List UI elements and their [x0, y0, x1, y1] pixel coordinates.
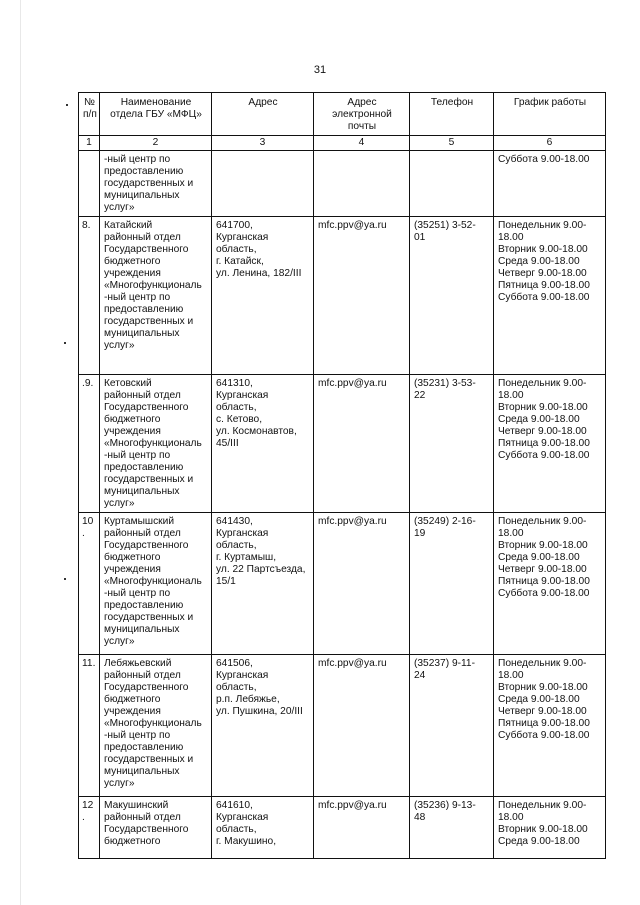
department-name-line: муниципальных: [104, 328, 180, 339]
department-name-line: бюджетного: [104, 414, 161, 425]
department-name-line: государственных и: [104, 754, 194, 765]
department-name-line: -ный центр по: [104, 588, 171, 599]
schedule-line: Четверг 9.00-18.00: [498, 706, 587, 717]
column-number: 1: [79, 136, 100, 151]
department-name-line: районный отдел: [104, 812, 181, 823]
department-name-line: государственных и: [104, 316, 194, 327]
department-name-line: Катайский: [104, 220, 153, 231]
address-line: 641430,: [216, 516, 253, 527]
department-name-line: учреждения: [104, 564, 161, 575]
header-line: Телефон: [430, 97, 474, 108]
department-name-line: предоставлению: [104, 600, 184, 611]
department-name-line: Государственного: [104, 244, 189, 255]
schedule-line: Суббота 9.00-18.00: [498, 588, 590, 599]
department-address: [212, 151, 314, 217]
phone-line: 48: [414, 812, 426, 823]
address-line: р.п. Лебяжье,: [216, 694, 280, 705]
table-row: [79, 375, 606, 513]
department-name-line: Куртамышский: [104, 516, 175, 527]
address-line: 15/1: [216, 576, 236, 587]
header-line: График работы: [513, 97, 587, 108]
department-phone: [410, 797, 494, 859]
address-line: 641610,: [216, 800, 253, 811]
department-name-line: предоставлению: [104, 166, 184, 177]
department-name-line: муниципальных: [104, 190, 180, 201]
table-row: [79, 655, 606, 797]
department-name: [100, 217, 212, 375]
schedule-line: Понедельник 9.00-: [498, 658, 587, 669]
department-email: mfc.ppv@ya.ru: [314, 217, 410, 375]
department-address: [212, 655, 314, 797]
table-row: [79, 151, 606, 217]
address-line: ул. 22 Партсъезда,: [216, 564, 306, 575]
header-line: №: [84, 97, 95, 108]
header-schedule: [494, 93, 606, 136]
schedule-line: Пятница 9.00-18.00: [498, 280, 590, 291]
table-row: [79, 513, 606, 655]
department-email: mfc.ppv@ya.ru: [314, 655, 410, 797]
schedule-line: 18.00: [498, 390, 524, 401]
department-name-line: учреждения: [104, 426, 161, 437]
department-schedule: [494, 217, 606, 375]
department-name-line: Государственного: [104, 682, 189, 693]
address-line: ул. Космонавтов,: [216, 426, 297, 437]
department-name-line: бюджетного: [104, 694, 161, 705]
schedule-line: Суббота 9.00-18.00: [498, 730, 590, 741]
schedule-line: Пятница 9.00-18.00: [498, 438, 590, 449]
schedule-line: Понедельник 9.00-: [498, 378, 587, 389]
department-name-line: Макушинский: [104, 800, 169, 811]
schedule-line: Вторник 9.00-18.00: [498, 824, 588, 835]
department-schedule: [494, 513, 606, 655]
department-name-line: услуг»: [104, 202, 135, 213]
column-number: 5: [410, 136, 494, 151]
header-num: [79, 93, 100, 136]
schedule-line: Вторник 9.00-18.00: [498, 402, 588, 413]
schedule-line: Суббота 9.00-18.00: [498, 154, 590, 165]
department-name: [100, 797, 212, 859]
department-name-line: бюджетного: [104, 552, 161, 563]
header-line: электронной: [332, 109, 392, 120]
department-name-line: услуг»: [104, 778, 135, 789]
schedule-line: Среда 9.00-18.00: [498, 414, 580, 425]
department-name: [100, 655, 212, 797]
schedule-line: Понедельник 9.00-: [498, 800, 587, 811]
address-line: г. Макушино,: [216, 836, 277, 847]
department-address: [212, 217, 314, 375]
address-line: 641310,: [216, 378, 253, 389]
department-email: mfc.ppv@ya.ru: [314, 513, 410, 655]
address-line: Курганская: [216, 812, 269, 823]
row-number: 12.: [79, 797, 100, 859]
schedule-line: Вторник 9.00-18.00: [498, 682, 588, 693]
department-phone: [410, 217, 494, 375]
schedule-line: 18.00: [498, 670, 524, 681]
row-number: 10.: [79, 513, 100, 655]
address-line: область,: [216, 682, 257, 693]
phone-line: (35236) 9-13-: [414, 800, 476, 811]
address-line: область,: [216, 244, 257, 255]
scan-speck: [66, 104, 68, 106]
header-line: Адрес: [347, 97, 377, 108]
phone-line: 22: [414, 390, 426, 401]
schedule-line: Четверг 9.00-18.00: [498, 268, 587, 279]
department-name-line: государственных и: [104, 178, 194, 189]
department-name-line: «Многофункциональ: [104, 576, 202, 587]
department-address: [212, 797, 314, 859]
phone-line: 24: [414, 670, 426, 681]
department-name-line: государственных и: [104, 474, 194, 485]
department-name-line: Лебяжьевский: [104, 658, 172, 669]
phone-line: (35231) 3-53-: [414, 378, 476, 389]
phone-line: (35249) 2-16-: [414, 516, 476, 527]
row-number: 11.: [79, 655, 100, 797]
address-line: область,: [216, 824, 257, 835]
schedule-line: Суббота 9.00-18.00: [498, 292, 590, 303]
header-email: [314, 93, 410, 136]
department-name-line: муниципальных: [104, 624, 180, 635]
department-name-line: услуг»: [104, 498, 135, 509]
header-line: отдела ГБУ «МФЦ»: [110, 109, 202, 120]
department-schedule: [494, 655, 606, 797]
header-name: [100, 93, 212, 136]
department-name-line: бюджетного: [104, 256, 161, 267]
department-schedule: [494, 151, 606, 217]
department-name-line: «Многофункциональ: [104, 280, 202, 291]
department-name: [100, 513, 212, 655]
department-schedule: [494, 375, 606, 513]
department-name-line: услуг»: [104, 340, 135, 351]
department-schedule: [494, 797, 606, 859]
table-row: [79, 797, 606, 859]
department-name-line: учреждения: [104, 268, 161, 279]
department-name-line: -ный центр по: [104, 292, 171, 303]
header-line: Наименование: [120, 97, 192, 108]
page-number: 31: [313, 64, 327, 76]
address-line: г. Катайск,: [216, 256, 264, 267]
department-name-line: районный отдел: [104, 670, 181, 681]
department-name-line: Государственного: [104, 824, 189, 835]
department-name-line: государственных и: [104, 612, 194, 623]
header-line: п/п: [83, 109, 97, 120]
schedule-line: Пятница 9.00-18.00: [498, 576, 590, 587]
schedule-line: Пятница 9.00-18.00: [498, 718, 590, 729]
schedule-line: Среда 9.00-18.00: [498, 836, 580, 847]
address-line: ул. Ленина, 182/III: [216, 268, 302, 279]
schedule-line: Среда 9.00-18.00: [498, 552, 580, 563]
address-line: ул. Пушкина, 20/III: [216, 706, 303, 717]
schedule-line: Понедельник 9.00-: [498, 516, 587, 527]
address-line: Курганская: [216, 390, 269, 401]
department-name: [100, 151, 212, 217]
row-number: [79, 151, 100, 217]
department-name-line: Кетовский: [104, 378, 152, 389]
department-name-line: районный отдел: [104, 390, 181, 401]
scan-speck: [64, 578, 66, 580]
scan-margin-line: [20, 0, 21, 905]
department-name-line: предоставлению: [104, 742, 184, 753]
schedule-line: Понедельник 9.00-: [498, 220, 587, 231]
table-header-row: [79, 93, 606, 136]
department-phone: [410, 151, 494, 217]
department-name-line: учреждения: [104, 706, 161, 717]
schedule-line: Вторник 9.00-18.00: [498, 244, 588, 255]
phone-line: (35237) 9-11-: [414, 658, 475, 669]
header-line: почты: [347, 121, 377, 132]
department-name-line: предоставлению: [104, 462, 184, 473]
header-line: Адрес: [248, 97, 278, 108]
schedule-line: 18.00: [498, 812, 524, 823]
header-phone: [410, 93, 494, 136]
department-email: mfc.ppv@ya.ru: [314, 797, 410, 859]
department-address: [212, 513, 314, 655]
department-address: [212, 375, 314, 513]
department-name-line: «Многофункциональ: [104, 438, 202, 449]
department-name-line: услуг»: [104, 636, 135, 647]
column-number: 3: [212, 136, 314, 151]
address-line: область,: [216, 402, 257, 413]
header-address: [212, 93, 314, 136]
schedule-line: Четверг 9.00-18.00: [498, 426, 587, 437]
department-email: [314, 151, 410, 217]
phone-line: 19: [414, 528, 426, 539]
department-email: mfc.ppv@ya.ru: [314, 375, 410, 513]
schedule-line: Суббота 9.00-18.00: [498, 450, 590, 461]
department-name-line: Государственного: [104, 540, 189, 551]
address-line: с. Кетово,: [216, 414, 263, 425]
department-name-line: -ный центр по: [104, 730, 171, 741]
department-name-line: -ный центр по: [104, 450, 171, 461]
department-name-line: -ный центр по: [104, 154, 171, 165]
department-name: [100, 375, 212, 513]
address-line: Курганская: [216, 528, 269, 539]
table-row: [79, 217, 606, 375]
address-line: область,: [216, 540, 257, 551]
row-number: .9.: [79, 375, 100, 513]
phone-line: (35251) 3-52-: [414, 220, 476, 231]
address-line: 641506,: [216, 658, 253, 669]
address-line: Курганская: [216, 232, 269, 243]
mfc-departments-table: [78, 92, 606, 859]
schedule-line: Четверг 9.00-18.00: [498, 564, 587, 575]
department-name-line: районный отдел: [104, 528, 181, 539]
department-phone: [410, 375, 494, 513]
address-line: 641700,: [216, 220, 253, 231]
address-line: Курганская: [216, 670, 269, 681]
schedule-line: Среда 9.00-18.00: [498, 694, 580, 705]
row-number: 8.: [79, 217, 100, 375]
schedule-line: 18.00: [498, 232, 524, 243]
department-phone: [410, 655, 494, 797]
department-phone: [410, 513, 494, 655]
schedule-line: Среда 9.00-18.00: [498, 256, 580, 267]
scan-speck: [64, 342, 66, 344]
phone-line: 01: [414, 232, 426, 243]
department-name-line: муниципальных: [104, 766, 180, 777]
department-name-line: Государственного: [104, 402, 189, 413]
column-number: 6: [494, 136, 606, 151]
column-number-row: [79, 136, 606, 151]
schedule-line: Вторник 9.00-18.00: [498, 540, 588, 551]
department-name-line: «Многофункциональ: [104, 718, 202, 729]
department-name-line: районный отдел: [104, 232, 181, 243]
address-line: 45/III: [216, 438, 239, 449]
table-body: [79, 151, 606, 859]
department-name-line: муниципальных: [104, 486, 180, 497]
column-number: 4: [314, 136, 410, 151]
department-name-line: предоставлению: [104, 304, 184, 315]
schedule-line: 18.00: [498, 528, 524, 539]
department-name-line: бюджетного: [104, 836, 161, 847]
address-line: г. Куртамыш,: [216, 552, 277, 563]
column-number: 2: [100, 136, 212, 151]
